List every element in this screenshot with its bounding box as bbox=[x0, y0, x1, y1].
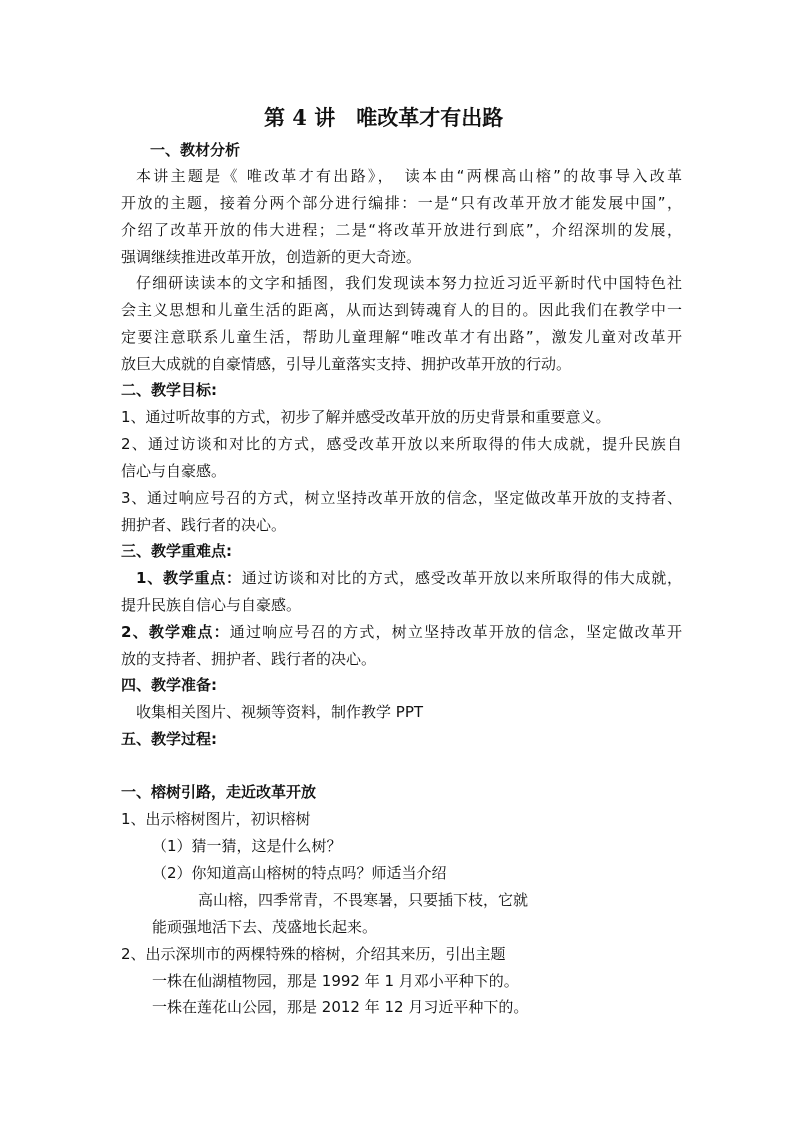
key-point-label: 1、教学重点： bbox=[136, 569, 242, 587]
part-heading-banyan: 一、榕树引路，走近改革开放 bbox=[121, 783, 317, 801]
objective-item: 3、通过响应号召的方式，树立坚持改革开放的信念，坚定做改革开放的支持者、 bbox=[121, 489, 682, 507]
difficult-point-line bbox=[121, 622, 682, 642]
key-point-line bbox=[136, 568, 682, 588]
description-line: 能顽强地活下去、茂盛地长起来。 bbox=[152, 918, 378, 936]
question-item: （1）猜一猜，这是什么树？ bbox=[152, 837, 342, 855]
key-point-text: 通过访谈和对比的方式，感受改革开放以来所取得的伟大成就， bbox=[241, 569, 682, 587]
paragraph-line: 仔细研读读本的文字和插图，我们发现读本努力拉近习近平新时代中国特色社 bbox=[136, 274, 682, 292]
objective-item: 信心与自豪感。 bbox=[121, 462, 227, 480]
difficult-point-label: 2、教学难点： bbox=[121, 623, 230, 641]
paragraph-line: 放巨大成就的自豪情感，引导儿童落实支持、拥护改革开放的行动。 bbox=[121, 355, 572, 373]
question-item: （2）你知道高山榕树的特点吗？师适当介绍 bbox=[152, 864, 447, 882]
section-heading-objectives: 二、教学目标: bbox=[121, 381, 217, 399]
preparation-text: 收集相关图片、视频等资料，制作教学 PPT bbox=[136, 703, 424, 721]
tree-info: 一株在莲花山公园，那是 2012 年 12 月习近平种下的。 bbox=[152, 998, 529, 1016]
section-heading-material-analysis: 一、教材分析 bbox=[150, 141, 241, 159]
paragraph-line: 开放的主题，接着分两个部分进行编排：一是“只有改革开放才能发展中国”， bbox=[121, 194, 682, 212]
difficult-point-text: 通过响应号召的方式，树立坚持改革开放的信念，坚定做改革开 bbox=[229, 623, 682, 641]
page-title: 第 4 讲 唯改革才有出路 bbox=[264, 105, 504, 130]
description-line: 高山榕，四季常青，不畏寒暑，只要插下枝，它就 bbox=[198, 891, 529, 909]
objective-item: 拥护者、践行者的决心。 bbox=[121, 516, 287, 534]
tree-info: 一株在仙湖植物园，那是 1992 年 1 月邓小平种下的。 bbox=[152, 972, 519, 990]
difficult-point-text-cont: 放的支持者、拥护者、践行者的决心。 bbox=[121, 650, 377, 668]
process-step: 1、出示榕树图片，初识榕树 bbox=[121, 810, 311, 828]
objective-item: 1、通过听故事的方式，初步了解并感受改革开放的历史背景和重要意义。 bbox=[121, 408, 611, 426]
paragraph-line: 强调继续推进改革开放，创造新的更大奇迹。 bbox=[121, 248, 422, 266]
section-heading-preparation: 四、教学准备: bbox=[121, 676, 217, 694]
paragraph-line: 会主义思想和儿童生活的距离，从而达到铸魂育人的目的。因此我们在教学中一 bbox=[121, 301, 682, 319]
paragraph-line: 本讲主题是《 唯改革才有出路》， 读本由“两棵高山榕”的故事导入改革 bbox=[136, 167, 682, 185]
paragraph-line: 定要注意联系儿童生活，帮助儿童理解“唯改革才有出路”，激发儿童对改革开 bbox=[121, 328, 682, 346]
process-step: 2、出示深圳市的两棵特殊的榕树，介绍其来历，引出主题 bbox=[121, 945, 506, 963]
key-point-text-cont: 提升民族自信心与自豪感。 bbox=[121, 596, 302, 614]
paragraph-line: 介绍了改革开放的伟大进程；二是“将改革开放进行到底”，介绍深圳的发展， bbox=[121, 221, 682, 239]
objective-item: 2、通过访谈和对比的方式，感受改革开放以来所取得的伟大成就，提升民族自 bbox=[121, 435, 682, 453]
section-heading-process: 五、教学过程: bbox=[121, 730, 217, 748]
section-heading-key-points: 三、教学重难点: bbox=[121, 542, 232, 560]
